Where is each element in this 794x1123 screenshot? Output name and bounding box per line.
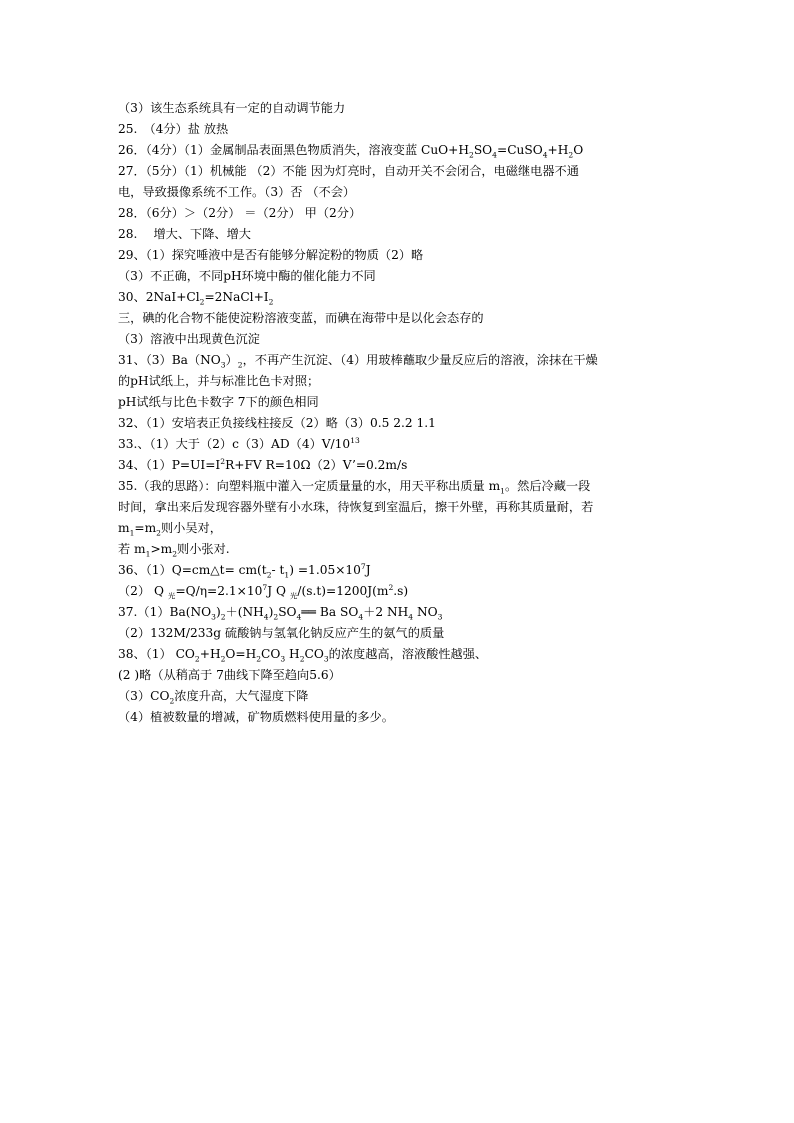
subscript: 3 (220, 360, 226, 370)
answer-line (118, 203, 678, 224)
subscript: 2 (273, 612, 279, 622)
subscript: 2 (256, 654, 262, 664)
answer-line (118, 476, 678, 497)
answer-text: =CuSO (496, 143, 543, 157)
answer-line (118, 392, 678, 413)
answer-text: 电，导致摄像系统不工作。（3）否 （不会） (118, 185, 356, 199)
answer-text: CO (304, 647, 324, 661)
answer-text: 27．（5分）（1）机械能 （2）不能 因为灯亮时，自动开关不会闭合，电磁继电器不通 (118, 164, 579, 178)
answer-line (118, 224, 678, 245)
answer-line (118, 602, 678, 623)
answer-text: （3）CO (118, 689, 170, 703)
answer-text: J (365, 563, 371, 577)
answer-text: 32、（1）安培表正负接线柱接反（2）略（3）0.5 2.2 1.1 (118, 416, 436, 430)
answer-line (118, 623, 678, 644)
superscript: 2 (388, 582, 394, 592)
answer-text: ＋(NH (225, 605, 264, 619)
subscript: 1 (284, 570, 290, 580)
answer-text: R+FV R=10Ω（2）V’=0.2m/s (225, 458, 408, 472)
answer-text: +H (547, 143, 569, 157)
answer-text: ) =1.05×10 (289, 563, 361, 577)
subscript: 2 (469, 150, 474, 160)
answer-text: 29、（1）探究唾液中是否有能够分解淀粉的物质（2）略 (118, 248, 424, 262)
answer-text: 30、2NaI+Cl (118, 290, 200, 304)
subscript: 2 (199, 297, 205, 307)
subscript: 2 (172, 549, 178, 559)
answer-line (118, 581, 678, 602)
answer-text: H (285, 647, 300, 661)
subscript: 2 (156, 528, 161, 538)
answer-text: （2） Q (118, 584, 168, 598)
answer-line (118, 371, 678, 392)
answer-text: 38、（1） CO (118, 647, 195, 661)
subscript: 3 (437, 612, 443, 622)
answer-text: 33.、（1）大于（2）c（3）AD（4）V/10 (118, 437, 351, 451)
subscript: 4 (358, 612, 364, 622)
answer-line (118, 560, 678, 581)
answer-text: =Q/η=2.1×10 (175, 584, 263, 598)
answer-line (118, 287, 678, 308)
answer-line (118, 266, 678, 287)
answer-text: 时间，拿出来后发现容器外壁有小水珠，待恢复到室温后，擦干外壁，再称其质量耐，若 (118, 500, 594, 514)
answer-text: O (573, 143, 584, 157)
subscript: 3 (323, 654, 329, 664)
subscript: 3 (211, 612, 216, 622)
answer-line (118, 434, 678, 455)
answer-text: （3）该生态系统具有一定的自动调节能力 (118, 101, 346, 115)
subscript: 4 (492, 150, 497, 160)
answer-text: （4）植被数量的增减，矿物质燃料使用量的多少。 (118, 710, 394, 724)
answer-line (118, 98, 678, 119)
answer-text: O=H (225, 647, 257, 661)
answer-text: m (118, 521, 130, 535)
subscript: 2 (194, 654, 200, 664)
answer-text: 28. 增大、下降、增大 (118, 227, 251, 241)
answer-text: =2NaCl+I (204, 290, 269, 304)
answer-text: 则小张对. (177, 542, 230, 556)
answer-line (118, 350, 678, 371)
answer-line (118, 245, 678, 266)
subscript: 4 (263, 612, 269, 622)
answer-line (118, 119, 678, 140)
answer-text: 36、（1）Q=cm△t= cm(t (118, 563, 267, 577)
answer-text: 25. （4分）盐 放热 (118, 122, 229, 136)
subscript: 1 (500, 486, 505, 496)
answer-text: 则小吴对， (160, 521, 222, 535)
answer-text: 若 m (118, 542, 146, 556)
answer-line (118, 308, 678, 329)
answer-text: SO (473, 143, 493, 157)
answer-text: - t (271, 563, 285, 577)
answer-line (118, 665, 678, 686)
answer-line (118, 686, 678, 707)
subscript: 2 (299, 654, 305, 664)
answer-text: ＋2 NH (363, 605, 409, 619)
answer-line (118, 497, 678, 518)
answer-text: 37.（1）Ba(NO (118, 605, 212, 619)
answer-text: 的pH试纸上，并与标准比色卡对照； (118, 374, 320, 388)
answer-text: 35.（我的思路）：向塑料瓶中灌入一定质量量的水，用天平称出质量 m (118, 479, 501, 493)
answer-text: NO (413, 605, 438, 619)
answer-text: ) (268, 605, 274, 619)
answer-line (118, 539, 678, 560)
answer-text: pH试纸与比色卡数字 7下的颜色相同 (118, 395, 319, 409)
answer-line (118, 518, 678, 539)
answer-text: 三，碘的化合物不能使淀粉溶液变蓝，而碘在海带中是以化会态存的 (118, 311, 484, 325)
answer-text: ） (225, 353, 238, 367)
superscript: 7 (360, 561, 366, 571)
answer-line (118, 455, 678, 476)
subscript: 4 (296, 612, 302, 622)
subscript: 2 (169, 696, 175, 706)
subscript: 2 (220, 612, 226, 622)
answer-text: （3）溶液中出现黄色沉淀 (118, 332, 260, 346)
answer-text: =m (134, 521, 157, 535)
answer-text: ) (215, 605, 221, 619)
answer-text: CO (261, 647, 281, 661)
subscript: 2 (220, 654, 226, 664)
subscript: 4 (408, 612, 414, 622)
answer-text: 31、（3）Ba（NO (118, 353, 221, 367)
subscript: 光 (167, 591, 176, 601)
answer-line (118, 140, 678, 161)
answer-text: 26．（4分）（1）金属制品表面黑色物质消失，溶液变蓝 CuO+H (118, 143, 470, 157)
answer-text: （3）不正确，不同pH环境中酶的催化能力不同 (118, 269, 376, 283)
subscript: 2 (266, 570, 272, 580)
answer-line (118, 161, 678, 182)
answer-line (118, 707, 678, 728)
answer-line (118, 644, 678, 665)
answer-text: 28．（6分）＞（2分） ＝（2分） 甲（2分） (118, 206, 362, 220)
subscript: 1 (145, 549, 151, 559)
subscript: 3 (280, 654, 286, 664)
subscript: 1 (129, 528, 135, 538)
answer-text: SO (278, 605, 297, 619)
answer-text: /(s.t)=1200J(m (297, 584, 389, 598)
subscript: 2 (237, 360, 243, 370)
answer-line (118, 182, 678, 203)
answer-line (118, 413, 678, 434)
answer-text: .s) (393, 584, 409, 598)
answer-text: 。然后冷藏一段 (504, 479, 591, 493)
answer-text: （2）132M/233g 硫酸钠与氢氧化钠反应产生的氨气的质量 (118, 626, 445, 640)
answer-text: ══ Ba SO (301, 605, 359, 619)
superscript: 7 (262, 582, 268, 592)
answer-text: 34、（1）P=UI=I (118, 458, 221, 472)
subscript: 2 (568, 150, 574, 160)
answer-text: ，不再产生沉淀、（4）用玻棒蘸取少量反应后的溶液，涂抹在干燥 (242, 353, 598, 367)
subscript: 2 (268, 297, 274, 307)
superscript: 2 (220, 456, 226, 466)
superscript: 13 (350, 435, 360, 445)
answer-text: 浓度升高，大气湿度下降 (174, 689, 309, 703)
answer-text: J Q (267, 584, 290, 598)
answer-line (118, 329, 678, 350)
answer-text: 的浓度越高，溶液酸性越强、 (328, 647, 488, 661)
answer-key-text (118, 98, 678, 728)
subscript: 4 (542, 150, 548, 160)
subscript: 光 (289, 591, 298, 601)
answer-text: >m (150, 542, 173, 556)
answer-text: +H (199, 647, 221, 661)
answer-text: (2 )略（从稍高于 7曲线下降至趋向5.6） (118, 668, 341, 682)
